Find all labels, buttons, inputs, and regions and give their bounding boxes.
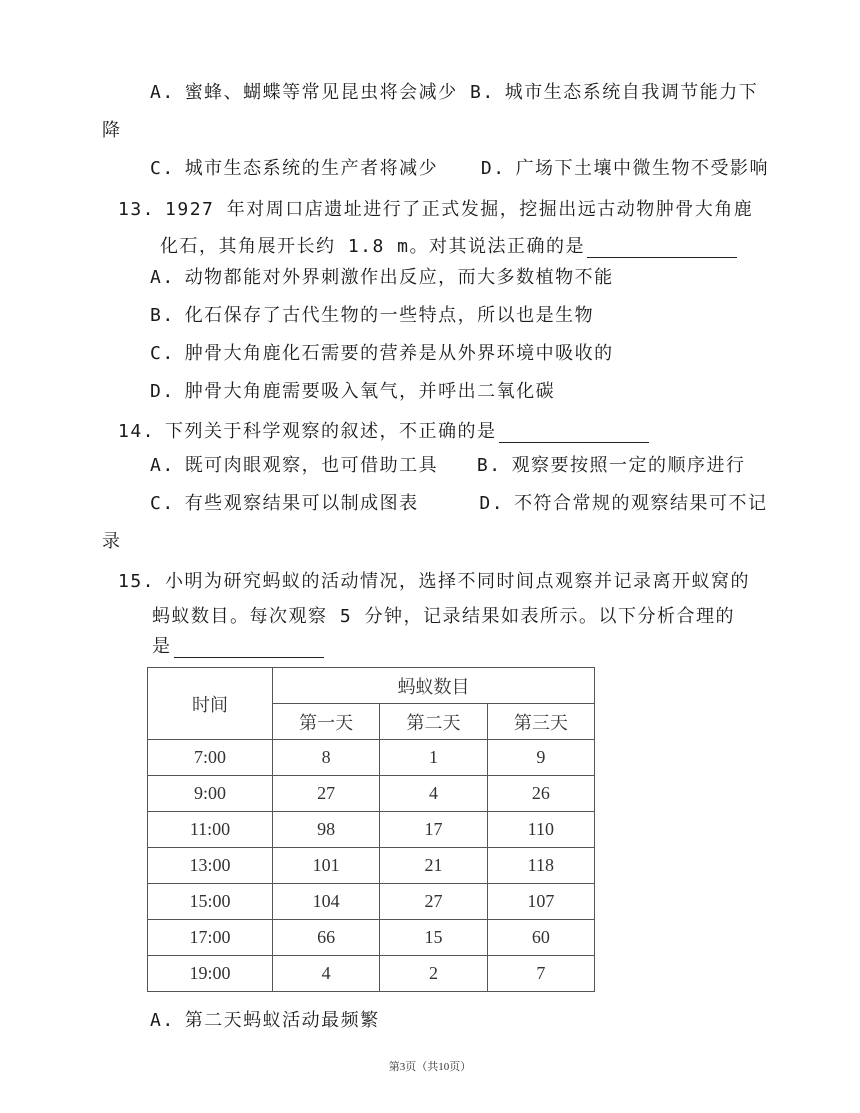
table-cell-count: 104	[273, 884, 380, 920]
option-label: C.	[150, 343, 175, 364]
table-cell-count: 118	[487, 848, 594, 884]
option-text: 既可肉眼观察，也可借助工具	[184, 455, 439, 476]
table-cell-count: 2	[380, 956, 487, 992]
option-label: A.	[150, 1010, 175, 1031]
table-row	[148, 740, 595, 776]
table-cell-time: 9:00	[148, 776, 273, 812]
option-label: A.	[150, 267, 175, 288]
table-cell-count: 26	[487, 776, 594, 812]
question-stem: 蚂蚁数目。每次观察 5 分钟，记录结果如表所示。以下分析合理的	[152, 606, 736, 627]
option-label: A.	[150, 455, 175, 476]
table-cell-count: 27	[273, 776, 380, 812]
option-text: 肿骨大角鹿需要吸入氧气，并呼出二氧化碳	[184, 381, 556, 402]
question-stem: 小明为研究蚂蚁的活动情况，选择不同时间点观察并记录离开蚁窝的	[165, 571, 751, 592]
q13-stem-line2	[160, 236, 737, 258]
option-label: B.	[476, 455, 502, 476]
question-number: 14.	[118, 421, 156, 442]
option-label: B.	[470, 82, 495, 103]
table-cell-count: 110	[487, 812, 594, 848]
table-header-day-3: 第三天	[487, 704, 594, 740]
table-cell-time: 19:00	[148, 956, 273, 992]
q14-stem	[118, 421, 649, 443]
option-label: D.	[479, 493, 505, 514]
question-stem: 化石，其角展开长约 1.8 m。对其说法正确的是	[160, 236, 586, 257]
option-label: B.	[150, 305, 175, 326]
table-body	[148, 740, 595, 992]
q13-option-d	[150, 381, 555, 403]
table-cell-count: 4	[380, 776, 487, 812]
option-label: A.	[150, 82, 175, 103]
table-cell-count: 8	[273, 740, 380, 776]
q13-option-c	[150, 343, 614, 365]
q15-stem-line2	[152, 606, 735, 628]
answer-blank	[499, 422, 649, 443]
table-row	[148, 848, 595, 884]
q13-option-b	[150, 305, 594, 327]
option-text: 第二天蚂蚁活动最频繁	[184, 1010, 380, 1031]
table-cell-count: 101	[273, 848, 380, 884]
table-row	[148, 884, 595, 920]
table-cell-count: 107	[487, 884, 594, 920]
q12-option-b-continuation	[102, 120, 122, 142]
option-text: 观察要按照一定的顺序进行	[511, 455, 746, 476]
question-stem: 下列关于科学观察的叙述，不正确的是	[165, 421, 497, 442]
q14-option-d-continuation	[102, 531, 122, 553]
table-header-day-2: 第二天	[380, 704, 487, 740]
option-text: 录	[102, 531, 122, 552]
table-header-group: 蚂蚁数目	[273, 668, 595, 704]
table-header-time: 时间	[148, 668, 273, 740]
table-row	[148, 812, 595, 848]
question-stem: 1927 年对周口店遗址进行了正式发掘，挖掘出远古动物肿骨大角鹿	[165, 199, 754, 220]
page-footer: 第3页（共10页）	[388, 1061, 472, 1073]
q14-option-a-b-line	[150, 455, 746, 477]
option-text: 有些观察结果可以制成图表	[184, 493, 419, 514]
option-label: C.	[150, 158, 175, 179]
question-number: 13.	[118, 199, 156, 220]
question-number: 15.	[118, 571, 156, 592]
option-text: 动物都能对外界刺激作出反应，而大多数植物不能	[184, 267, 614, 288]
option-text: 城市生态系统的生产者将减少	[184, 158, 439, 179]
table-cell-count: 7	[487, 956, 594, 992]
question-stem: 是	[152, 636, 172, 657]
option-label: D.	[150, 381, 175, 402]
option-text: 肿骨大角鹿化石需要的营养是从外界环境中吸收的	[184, 343, 614, 364]
table-cell-time: 13:00	[148, 848, 273, 884]
table-row	[148, 956, 595, 992]
q15-stem-line3	[152, 636, 324, 658]
q12-option-c-d-line	[150, 158, 769, 180]
q15-stem-line1	[118, 571, 750, 593]
table-header-day-1: 第一天	[273, 704, 380, 740]
q14-option-c-d-line	[150, 493, 768, 515]
table-cell-time: 17:00	[148, 920, 273, 956]
option-label: C.	[150, 493, 175, 514]
q13-stem-line1	[118, 199, 753, 221]
table-cell-count: 27	[380, 884, 487, 920]
table-cell-count: 98	[273, 812, 380, 848]
table-cell-count: 1	[380, 740, 487, 776]
table-cell-count: 66	[273, 920, 380, 956]
table-cell-time: 11:00	[148, 812, 273, 848]
option-text: 广场下土壤中微生物不受影响	[515, 158, 770, 179]
ant-count-table	[147, 667, 595, 992]
option-label: D.	[480, 158, 506, 179]
answer-blank	[587, 237, 737, 258]
option-text: 不符合常规的观察结果可不记	[514, 493, 768, 514]
table-cell-count: 15	[380, 920, 487, 956]
table-cell-count: 4	[273, 956, 380, 992]
table-cell-count: 60	[487, 920, 594, 956]
option-text: 降	[102, 120, 122, 141]
table-row	[148, 920, 595, 956]
q13-option-a	[150, 267, 614, 289]
q15-option-a	[150, 1010, 380, 1032]
option-text: 城市生态系统自我调节能力下	[504, 82, 759, 103]
option-text: 化石保存了古代生物的一些特点，所以也是生物	[184, 305, 595, 326]
answer-blank	[174, 637, 324, 658]
table-cell-count: 9	[487, 740, 594, 776]
q12-option-a-b-line	[150, 82, 758, 104]
table-cell-count: 17	[380, 812, 487, 848]
option-text: 蜜蜂、蝴蝶等常见昆虫将会减少	[184, 82, 458, 103]
table-cell-time: 7:00	[148, 740, 273, 776]
table-cell-time: 15:00	[148, 884, 273, 920]
table-cell-count: 21	[380, 848, 487, 884]
table-row	[148, 776, 595, 812]
